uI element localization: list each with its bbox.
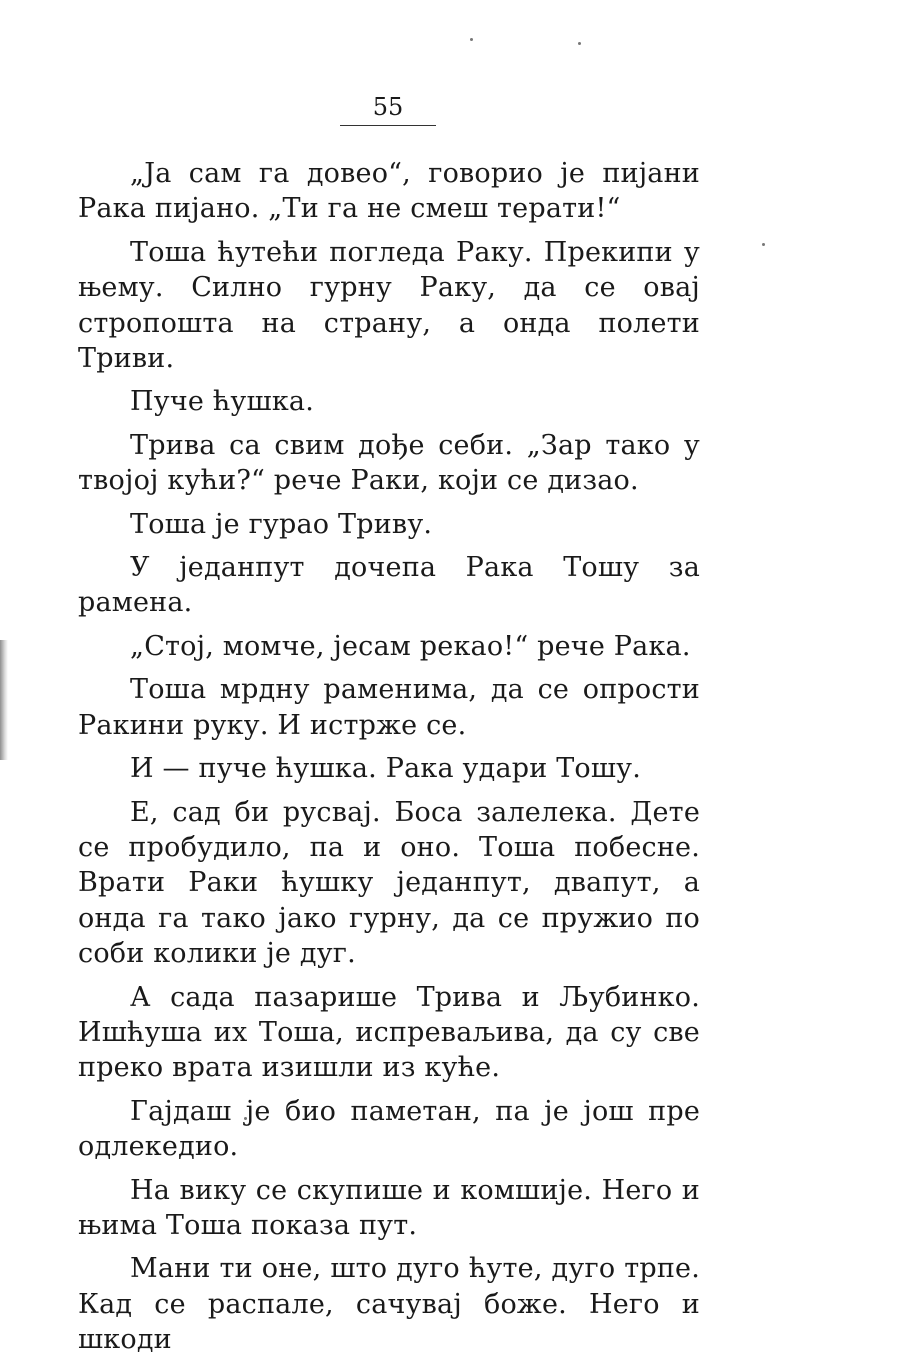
paragraph: И — пуче ћушка. Рака удари Тошу. xyxy=(130,753,642,785)
paragraph: Е, сад би русвај. Боса залелека. Дете се пробудило, па и оно. Тоша побесне. Врати Раки ћушку једанпут, двапут, а онда га тако јако гурну, да се пружио по соби колики је дуг. xyxy=(78,796,700,970)
paragraph: Гајдаш је био паметан, па је још пре одлекедио. xyxy=(78,1095,700,1163)
paragraph: Мани ти оне, што дуго ћуте, дуго трпе. Кад се распале, сачувај боже. Него и шкоди xyxy=(78,1253,700,1356)
paragraph: Тоша ћутећи погледа Раку. Прекипи у њему. Силно гурну Раку, да се овај стропошта на страну, а онда полети Триви. xyxy=(78,236,700,375)
paragraph: Трива са свим дође себи. „Зар тако у твојој кући?“ рече Раки, који се дизао. xyxy=(78,429,700,497)
paragraph: Тоша мрдну раменима, да се опрости Ракини руку. И истрже се. xyxy=(78,674,700,741)
paragraph: Пуче ћушка. xyxy=(130,386,314,418)
paper-speck xyxy=(578,42,581,45)
paragraph: „Ја сам га довео“, говорио је пијани Рака пијано. „Ти га не смеш терати!“ xyxy=(78,158,700,225)
page-number: 55 xyxy=(372,93,404,121)
paragraph: У једанпут дочепа Рака Тошу за рамена. xyxy=(78,552,700,619)
paragraph: „Стој, момче, јесам рекао!“ рече Рака. xyxy=(130,630,691,662)
paragraph: А сада пазарише Трива и Љубинко. Ишћуша их Тоша, испреваљива, да су све преко врата изишли из куће. xyxy=(78,981,700,1084)
paper-speck xyxy=(470,38,473,41)
body-text xyxy=(78,156,700,1358)
paragraph: На вику се скупише и комшије. Него и њима Тоша показа пут. xyxy=(78,1174,700,1241)
binding-shadow xyxy=(0,640,8,760)
paragraph: Тоша је гурао Триву. xyxy=(130,508,433,540)
page-number-rule xyxy=(340,125,436,126)
paper-speck xyxy=(762,243,765,246)
